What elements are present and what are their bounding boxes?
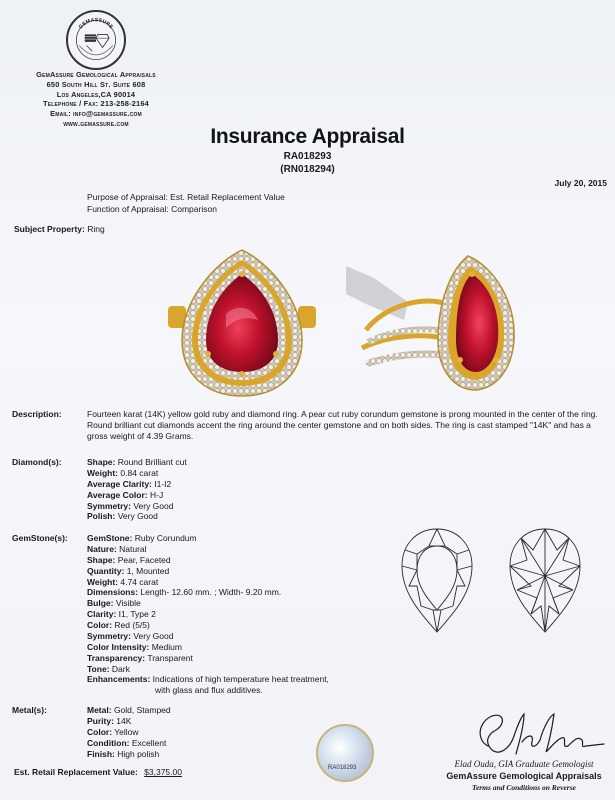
company-email: Email: info@gemassure.com: [50, 109, 142, 119]
appraiser-signature: [470, 706, 608, 762]
appraiser-name: Elad Ouda, GIA Graduate Gemologist: [454, 759, 594, 769]
retail-value: [14, 767, 182, 778]
company-city: Los Angeles,CA 90014: [56, 89, 136, 99]
subject-property: [14, 224, 105, 235]
company-street: 650 South Hill St. Suite 608: [46, 79, 146, 89]
diamonds-details: [87, 457, 187, 522]
gem-dimensions: Dimensions: Length- 12.60 mm. ; Width- 9.20 mm.: [87, 587, 282, 598]
gem-color: Color: Red (5/5): [87, 620, 150, 630]
subject-value: Ring: [87, 224, 105, 234]
gemstone-details: [87, 533, 329, 696]
appraiser-company: GemAssure Gemological Appraisals: [446, 771, 602, 781]
company-website: www.gemassure.com: [63, 118, 129, 128]
metal-purity: Purity: 14K: [87, 715, 132, 726]
terms-note: Terms and Conditions on Reverse: [472, 783, 576, 792]
company-address: [10, 70, 182, 129]
gem-weight: Weight: 4.74 carat: [87, 576, 159, 587]
gem-enhancements: Enhancements: Indications of high temperature heat treatment,: [87, 674, 329, 685]
diamond-weight: Weight: 0.84 carat: [87, 467, 159, 478]
diamonds-label: Diamond(s):: [12, 457, 62, 467]
gem-bulge: Bulge: Visible: [87, 598, 141, 609]
svg-text:GEMASSURE: GEMASSURE: [77, 17, 115, 31]
diamond-color: Average Color: H-J: [87, 489, 164, 500]
function-line: Function of Appraisal: Comparison: [87, 204, 217, 214]
company-name: GemAssure Gemological Appraisals: [36, 70, 156, 79]
company-phone: Telephone / Fax: 213-258-2164: [43, 99, 149, 109]
document-title: Insurance Appraisal: [210, 125, 405, 148]
metal-type: Metal: Gold, Stamped: [87, 705, 171, 715]
metal-details: [87, 705, 171, 759]
gemassure-seal-logo: [66, 10, 126, 70]
gem-color-intensity: Color Intensity: Medium: [87, 641, 182, 652]
diamond-symmetry: Symmetry: Very Good: [87, 500, 174, 511]
metal-finish: Finish: High polish: [87, 748, 160, 759]
gem-enhancements-cont: with glass and flux additives.: [155, 685, 263, 696]
gem-clarity: Clarity: I1, Type 2: [87, 609, 156, 620]
ring-photo-front: [166, 244, 318, 404]
appraisal-number: RA018293: [283, 151, 332, 162]
diamond-clarity: Average Clarity: I1-I2: [87, 478, 172, 489]
retail-value-amount: $3,375.00: [144, 767, 182, 777]
diamond-polish: Polish: Very Good: [87, 511, 158, 522]
metal-condition: Condition: Excellent: [87, 737, 167, 748]
metal-color: Color: Yellow: [87, 726, 139, 737]
pear-pavilion-diagram: [507, 526, 583, 634]
gem-type: GemStone: Ruby Corundum: [87, 533, 197, 543]
ring-photo-side: [346, 244, 524, 404]
hologram-sticker: [316, 724, 374, 782]
gem-transparency: Transparency: Transparent: [87, 652, 193, 663]
subject-label: Subject Property:: [14, 224, 85, 234]
gem-quantity: Quantity: 1, Mounted: [87, 565, 170, 576]
appraisal-date: July 20, 2015: [554, 178, 607, 188]
gem-shape: Shape: Pear, Faceted: [87, 554, 171, 565]
retail-value-label: Est. Retail Replacement Value:: [14, 767, 138, 777]
gem-symmetry: Symmetry: Very Good: [87, 630, 174, 641]
hologram-code: RA018293: [328, 765, 357, 771]
gem-tone: Tone: Dark: [87, 663, 130, 674]
description-text: Fourteen karat (14K) yellow gold ruby and diamond ring. A pear cut ruby corundum gemstone is prong mounted in the center of the ring. Round brilliant cut diamonds accent the ring around the center gemstone and on both sides. The ring is cast stamped "14K" and has a gross weight of 4.39 Grams.: [87, 409, 598, 442]
pear-crown-diagram: [399, 526, 475, 634]
appraisal-number-alt: (RN018294): [280, 164, 335, 175]
metal-label: Metal(s):: [12, 705, 47, 715]
description-label: Description:: [12, 409, 62, 419]
diamond-shape: Shape: Round Brilliant cut: [87, 457, 187, 467]
gem-nature: Nature: Natural: [87, 543, 147, 554]
purpose-line: Purpose of Appraisal: Est. Retail Replacement Value: [87, 192, 285, 202]
gemstone-label: GemStone(s):: [12, 533, 68, 543]
